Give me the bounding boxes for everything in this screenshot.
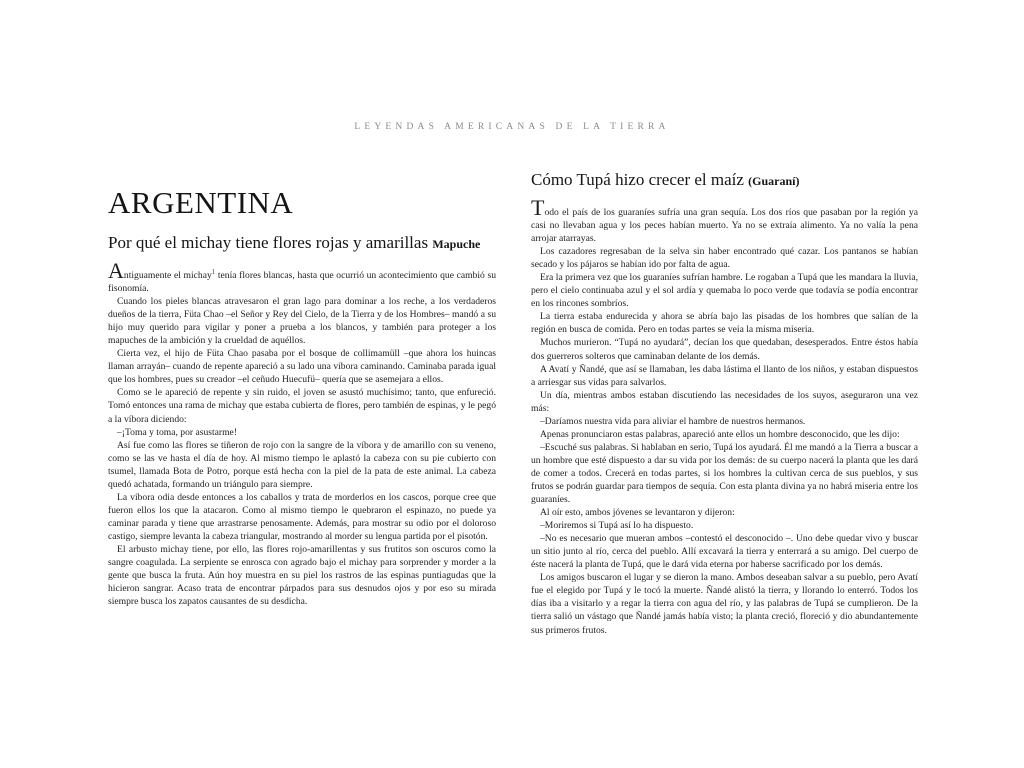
paragraph: Era la primera vez que los guaraníes sufrían hambre. Le rogaban a Tupá que les mandara la lluvia, pero el cielo continuaba azul y el sol ardía y quemaba lo poco verde que todavía se podía encontrar en los rincones sombríos. bbox=[531, 272, 918, 310]
right-column bbox=[531, 170, 918, 637]
paragraph: Al oír esto, ambos jóvenes se levantaron y dijeron: bbox=[540, 507, 735, 519]
paragraph: Los amigos buscaron el lugar y se dieron la mano. Ambos deseaban salvar a su pueblo, pero Avatí fue el elegido por Tupá y le tocó la muerte. Ñandé alistó la tierra, y llorando lo enterró. Todos los días iba a visitarlo y a regar la tierra con agua del río, y las palabras de Tupá se cumplieron. De la tierra salió un vástago que Ñandé jamás había visto; la planta creció, floreció y dio abundantemente sus primeros frutos. bbox=[531, 572, 918, 636]
legend-title-michay bbox=[108, 233, 496, 254]
first-paragraph-start: ntiguamente el michay bbox=[123, 270, 212, 281]
paragraph: Muchos murieron. “Tupá no ayudará”, decían los que quedaban, desesperados. Entre éstos había dos guerreros solteros que caminaban delante de los demás. bbox=[531, 337, 918, 362]
footnote-link[interactable]: 1 bbox=[211, 267, 216, 276]
paragraph: Cuando los pieles blancas atravesaron el gran lago para dominar a los reche, a los verdaderos dueños de la tierra, Füta Chao –el Señor y Rey del Cielo, de la Tierra y de los Hombres– mandó a su hijo muy querido para vigilar y poner a prueba a los blancos, y también para proteger a los mapuches de la ambición y la crueldad de aquéllos. bbox=[108, 296, 496, 347]
drop-cap: A bbox=[108, 258, 124, 283]
country-heading: ARGENTINA bbox=[108, 185, 294, 220]
ethnic-tag: Mapuche bbox=[432, 237, 481, 251]
paragraph: –Escuché sus palabras. Si hablaban en serio, Tupá los ayudará. Él me mandó a la Tierra a buscar a un hombre que esté dispuesto a dar su vida por los demás: de su cuerpo nacerá la planta que les dará de comer a todos. Crecerá en todas partes, si los hombres la cultivan cerca de sus pueblos, y sus frutos se podrán guardar para tiempos de sequía. Con esta planta divina ya no habrá miseria entre los guaraníes. bbox=[531, 441, 918, 506]
legend-title-maiz bbox=[531, 170, 918, 191]
first-paragraph bbox=[531, 195, 918, 245]
paragraph: –¡Toma y toma, por asustarme! bbox=[117, 426, 238, 438]
first-paragraph bbox=[108, 258, 496, 295]
running-head: LEYENDAS AMERICANAS DE LA TIERRA bbox=[354, 122, 670, 132]
paragraph: Un día, mientras ambos estaban discutiendo las necesidades de los suyos, aseguraron una vez más: bbox=[531, 389, 918, 414]
ethnic-tag: (Guaraní) bbox=[748, 174, 800, 188]
paragraph: –Daríamos nuestra vida para aliviar el hambre de nuestros hermanos. bbox=[540, 415, 806, 427]
left-column bbox=[108, 185, 496, 608]
paragraph: Apenas pronunciaron estas palabras, apareció ante ellos un hombre desconocido, que les dijo: bbox=[540, 428, 900, 440]
first-paragraph-end: tenía flores blancas, hasta que ocurrió un acontecimiento que cambió su fisonomía. bbox=[108, 270, 496, 295]
drop-cap: T bbox=[531, 195, 545, 220]
paragraph: –Moriremos si Tupá así lo ha dispuesto. bbox=[540, 520, 694, 532]
paragraph: –No es necesario que mueran ambos –contestó el desconocido –. Uno debe quedar vivo y buscar un sitio junto al río, cerca del pueblo. Allí excavará la tierra y enterrará a su amigo. Del cuerpo de éste nacerá la planta de Tupá, que le dará vida eterna por haberse sacrificado por los demás. bbox=[531, 533, 918, 571]
paragraph: La víbora odia desde entonces a los caballos y trata de morderlos en los cascos, porque cree que fueron ellos los que la atacaron. Como al mismo tiempo le quebraron el espinazo, no puede ya caminar parada y tiene que arrastrarse penosamente. Además, para mostrar su odio por el doloroso castigo, siempre levanta la cabeza triangular, mostrando al morder su lengua partida por el pisotón. bbox=[108, 491, 496, 542]
paragraph: Los cazadores regresaban de la selva sin haber encontrado qué cazar. Los pantanos se habían secado y los pájaros se habían ido por falta de agua. bbox=[531, 246, 918, 271]
paragraph: A Avatí y Ñandé, que así se llamaban, les daba lástima el llanto de los niños, y estaban dispuestos a arriesgar sus vidas para salvarlos. bbox=[531, 363, 918, 388]
paragraph: Cierta vez, el hijo de Füta Chao pasaba por el bosque de collimamüll –que ahora los huincas llaman arrayán– cuando de repente apareció a su lado una víbora caminando. Caminaba parada igual que los hombres, pues su creador –el ceñudo Huecufü– quería que se asemejara a ellos. bbox=[108, 348, 496, 386]
first-paragraph-text: odo el país de los guaraníes sufría una gran sequía. Los dos ríos que pasaban por la región ya casi no llevaban agua y los peces habían muerto. Ya no se extraía alimento. Ya no valía la pena arrojar atarrayas. bbox=[531, 207, 918, 245]
legend-title-text: Cómo Tupá hizo crecer el maíz bbox=[531, 170, 744, 189]
paragraph: El arbusto michay tiene, por ello, las flores rojo-amarillentas y sus frutitos son oscuros como la sangre coagulada. La serpiente se enrosca con agrado bajo el michay para sorprender y morder a la gente que busca la fruta. Aún hoy muestra en su piel los rastros de las espinas puntiagudas que la hicieron sangrar. Acaso trata de encontrar párpados para sus desnudos ojos y por eso su mirada siempre busca los zapatos causantes de su desdicha. bbox=[108, 543, 496, 608]
paragraph: La tierra estaba endurecida y ahora se abría bajo las pisadas de los hombres que salían de la región en busca de comida. Pero en todas partes se veía la misma miseria. bbox=[531, 311, 918, 336]
paragraph: Así fue como las flores se tiñeron de rojo con la sangre de la víbora y de amarillo con su veneno, como se las ve hasta el día de hoy. Al mismo tiempo le aplastó la cabeza con su pie cubierto con tsumel, llamada Bota de Potro, porque está hecha con la piel de la pata de este animal. La cabeza quedó achatada, formando un triángulo para siempre. bbox=[108, 439, 496, 490]
legend-title-text: Por qué el michay tiene flores rojas y amarillas bbox=[108, 233, 429, 252]
paragraph: Como se le apareció de repente y sin ruido, el joven se asustó muchísimo; tanto, que enfureció. Tomó entonces una rama de michay que estaba cubierta de flores, pero también de espinas, y le pegó a la víbora diciendo: bbox=[108, 387, 496, 425]
